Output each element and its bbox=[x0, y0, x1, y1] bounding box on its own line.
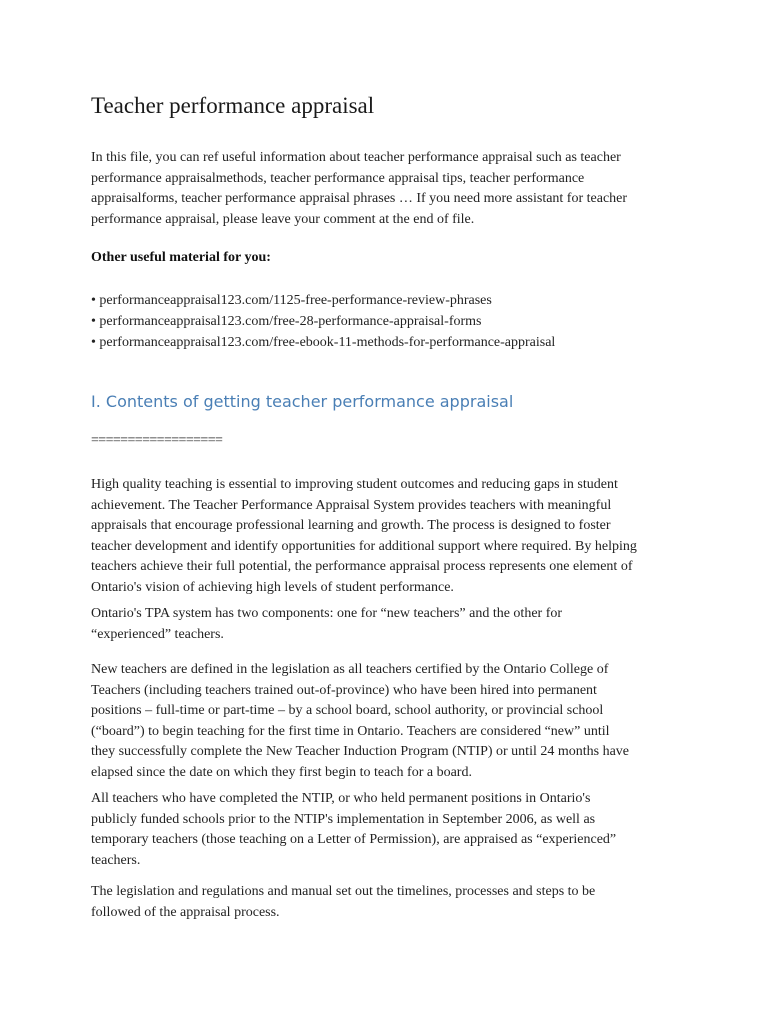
body-line: temporary teachers (those teaching on a Letter of Permission), are appraised as “experienced” bbox=[91, 832, 617, 847]
body-line: publicly funded schools prior to the NTIP's implementation in September 2006, as well as bbox=[91, 811, 596, 827]
body-line: they successfully complete the New Teacher Induction Program (NTIP) or until 24 months have bbox=[91, 744, 630, 759]
intro-paragraph bbox=[91, 148, 681, 230]
body-line: achievement. The Teacher Performance Appraisal System provides teachers with meaningful bbox=[91, 497, 612, 513]
body-line: Ontario's vision of achieving high levels of student performance. bbox=[91, 579, 454, 595]
body-line: teachers. bbox=[91, 852, 141, 868]
useful-link-item[interactable]: • performanceappraisal123.com/free-ebook-11-methods-for-performance-appraisal bbox=[91, 335, 556, 350]
body-paragraph bbox=[91, 882, 681, 923]
section-heading: I. Contents of getting teacher performance appraisal bbox=[91, 392, 514, 411]
useful-material-heading: Other useful material for you: bbox=[91, 250, 271, 265]
body-line: “experienced” teachers. bbox=[91, 626, 224, 642]
intro-line: performance appraisal, please leave your comment at the end of file. bbox=[91, 211, 475, 227]
useful-link-item[interactable]: • performanceappraisal123.com/1125-free-performance-review-phrases bbox=[91, 293, 492, 308]
document-title: Teacher performance appraisal bbox=[91, 93, 375, 118]
body-paragraph bbox=[91, 604, 681, 645]
body-line: (“board”) to begin teaching for the first time in Ontario. Teachers are considered “new” until bbox=[91, 723, 610, 739]
divider-rule: ================== bbox=[91, 433, 223, 448]
intro-line: performance appraisalmethods, teacher performance appraisal tips, teacher performance bbox=[91, 170, 585, 186]
body-line: All teachers who have completed the NTIP, or who held permanent positions in Ontario's bbox=[91, 791, 591, 806]
useful-link-item[interactable]: • performanceappraisal123.com/free-28-performance-appraisal-forms bbox=[91, 314, 482, 329]
body-line: elapsed since the date on which they first begin to teach for a board. bbox=[91, 764, 472, 780]
body-paragraph bbox=[91, 475, 681, 598]
body-line: Teachers (including teachers trained out-of-province) who have been hired into permanent bbox=[91, 682, 597, 698]
body-line: positions – full-time or part-time – by a school board, school authority, or provincial school bbox=[91, 703, 604, 718]
body-line: High quality teaching is essential to improving student outcomes and reducing gaps in student bbox=[91, 477, 618, 492]
intro-line: appraisalforms, teacher performance appraisal phrases … If you need more assistant for teacher bbox=[91, 191, 628, 206]
body-line: appraisals that encourage professional learning and growth. The process is designed to foster bbox=[91, 518, 611, 533]
body-line: followed of the appraisal process. bbox=[91, 904, 280, 920]
body-line: teachers achieve their full potential, the performance appraisal process represents one element of bbox=[91, 559, 633, 574]
body-line: teacher development and identify opportunities for additional support where required. By helping bbox=[91, 538, 637, 554]
body-line: Ontario's TPA system has two components: one for “new teachers” and the other for bbox=[91, 606, 563, 621]
body-line: The legislation and regulations and manual set out the timelines, processes and steps to be bbox=[91, 884, 596, 899]
body-paragraph bbox=[91, 660, 681, 783]
body-line: New teachers are defined in the legislation as all teachers certified by the Ontario College of bbox=[91, 662, 609, 677]
body-paragraph bbox=[91, 789, 681, 871]
useful-links-list bbox=[91, 290, 555, 353]
intro-line: In this file, you can ref useful information about teacher performance appraisal such as teacher bbox=[91, 150, 621, 165]
